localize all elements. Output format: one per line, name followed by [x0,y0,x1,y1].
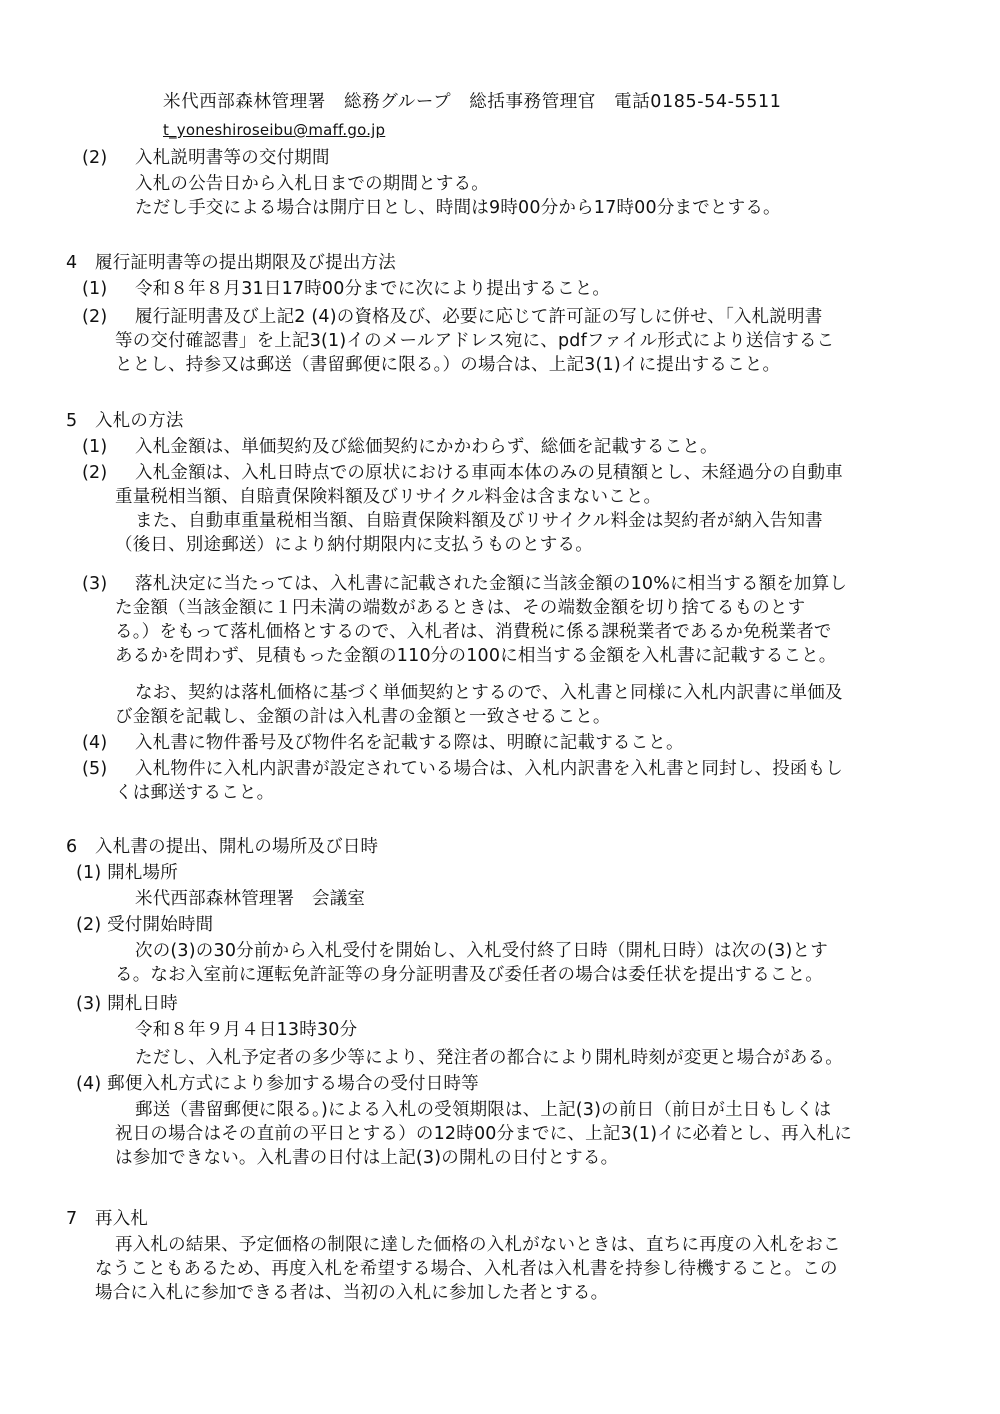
text-line: 祝日の場合はその直前の平日とする）の12時00分までに、上記3(1)イに必着とし、再入札に [115,1124,852,1144]
text-line: び金額を記載し、金額の計は入札書の金額と一致させること。 [115,707,611,727]
text-line: は参加できない。入札書の日付は上記(3)の開札の日付とする。 [115,1148,619,1168]
item-label: (3) 開札日時 [76,994,178,1014]
item-number: (1) [82,279,108,299]
item-number: (2) [82,463,108,483]
item-number: (2) [82,307,108,327]
text-line: あるかを問わず、見積もった金額の110分の100に相当する金額を入札書に記載すること。 [115,646,837,666]
text-line: 令和８年９月４日13時30分 [135,1020,358,1040]
text-line: た金額（当該金額に１円未満の端数があるときは、その端数金額を切り捨てるものとす [115,598,806,618]
text-line: 等の交付確認書」を上記3(1)イのメールアドレス宛に、pdfファイル形式により送信するこ [115,331,835,351]
text-line: ととし、持参又は郵送（書留郵便に限る。）の場合は、上記3(1)イに提出すること。 [115,355,781,375]
text-line: 入札の公告日から入札日までの期間とする。 [135,174,489,194]
item-number: (2) [82,148,108,168]
contact-email-link[interactable]: t_yoneshiroseibu@maff.go.jp [163,121,386,139]
text-line: また、自動車重量税相当額、自賠責保険料額及びリサイクル料金は契約者が納入告知書 [135,511,823,531]
text-line: 場合に入札に参加できる者は、当初の入札に参加した者とする。 [95,1283,609,1303]
text-line: 再入札の結果、予定価格の制限に達した価格の入札がないときは、直ちに再度の入札をおこ [115,1235,841,1255]
item-number: (5) [82,759,108,779]
text-line: 入札金額は、単価契約及び総価契約にかかわらず、総価を記載すること。 [135,437,718,457]
item-label: (2) 受付開始時間 [76,915,214,935]
text-line: 入札書に物件番号及び物件名を記載する際は、明瞭に記載すること。 [135,733,684,753]
text-line: （後日、別途郵送）により納付期限内に支払うものとする。 [115,535,593,555]
text-line: 次の(3)の30分前から入札受付を開始し、入札受付終了日時（開札日時）は次の(3)とす [135,941,828,961]
text-line: くは郵送すること。 [115,783,275,803]
text-line: 入札金額は、入札日時点での原状における車両本体のみの見積額とし、未経過分の自動車 [135,463,843,483]
text-line: なうこともあるため、再度入札を希望する場合、入札者は入札書を持参し待機すること。この [95,1259,838,1279]
text-line: 令和８年８月31日17時00分までに次により提出すること。 [135,279,611,299]
text-line: 入札物件に入札内訳書が設定されている場合は、入札内訳書を入札書と同封し、投函もし [135,759,843,779]
item-label: (4) 郵便入札方式により参加する場合の受付日時等 [76,1074,479,1094]
text-line: 米代西部森林管理署 会議室 [135,889,366,909]
text-line: る。）をもって落札価格とするので、入札者は、消費税に係る課税業者であるか免税業者で [115,622,832,642]
text-line: 落札決定に当たっては、入札書に記載された金額に当該金額の10%に相当する額を加算し [135,574,848,594]
item-number: (4) [82,733,108,753]
text-line: ただし手交による場合は開庁日とし、時間は9時00分から17時00分までとする。 [135,198,781,218]
section-heading: 6 入札書の提出、開札の場所及び日時 [66,837,379,857]
text-line: 重量税相当額、自賠責保険料額及びリサイクル料金は含まないこと。 [115,487,662,507]
text-line: る。なお入室前に運転免許証等の身分証明書及び委任者の場合は委任状を提出すること。 [115,965,823,985]
contact-line: 米代西部森林管理署 総務グループ 総括事務管理官 電話0185-54-5511 [163,92,782,112]
text-line: 履行証明書及び上記2 (4)の資格及び、必要に応じて許可証の写しに併せ、「入札説明書 [135,307,823,327]
item-label: (1) 開札場所 [76,863,178,883]
item-number: (3) [82,574,108,594]
section-heading: 4 履行証明書等の提出期限及び提出方法 [66,253,396,273]
section-heading: 7 再入札 [66,1209,149,1229]
item-title: 入札説明書等の交付期間 [135,148,330,168]
item-number: (1) [82,437,108,457]
text-line: 郵送（書留郵便に限る。)による入札の受領期限は、上記(3)の前日（前日が土日もしくは [135,1100,832,1120]
text-line: なお、契約は落札価格に基づく単価契約とするので、入札書と同様に入札内訳書に単価及 [135,683,843,703]
section-heading: 5 入札の方法 [66,411,184,431]
text-line: ただし、入札予定者の多少等により、発注者の都合により開札時刻が変更と場合がある。 [135,1048,843,1068]
